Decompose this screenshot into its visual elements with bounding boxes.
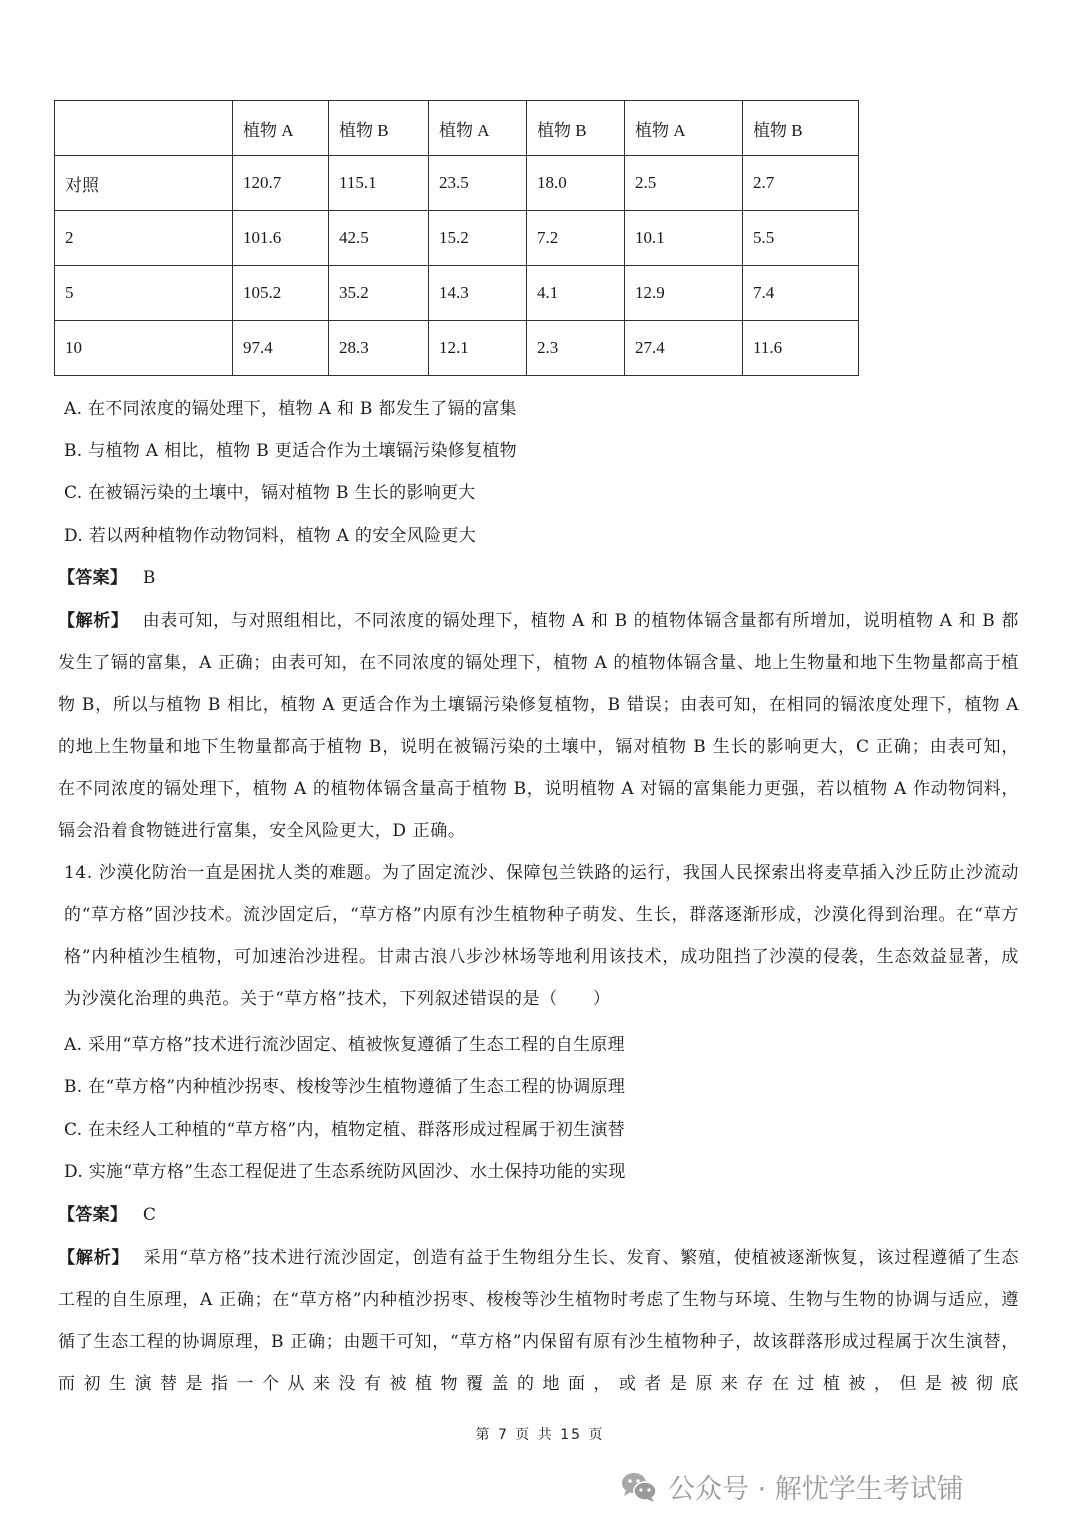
answer-value: C — [142, 1205, 157, 1225]
analysis-text: 由表可知，与对照组相比，不同浓度的镉处理下，植物 A 和 B 的植物体镉含量都有所增加，说明植物 A 和 B 都发生了镉的富集，A 正确；由表可知，在不同浓度的镉处理下，植物 A 的植物体镉含量、地上生物量和地下生物量都高于植物 B，所以与植物 B 相比，植物 A 更适合作为土壤镉污染修复植物，B 错误；由表可知，在相同的镉浓度处理下，植物 A 的地上生物量和地下生物量都高于植物 B，说明在被镉污染的土壤中，镉对植物 B 生长的影响更大，C 正确；由表可知，在不同浓度的镉处理下，植物 A 的植物体镉含量高于植物 B，说明植物 A 对镉的富集能力更强，若以植物 A 作动物饲料，镉会沿着食物链进行富集，安全风险更大，D 正确。 — [58, 611, 1019, 841]
q14-answer — [58, 1205, 156, 1225]
watermark-text: 公众号 · 解忧学生考试铺 — [668, 1474, 964, 1505]
table-cell: 2.5 — [625, 156, 743, 211]
q14-stem: 14. 沙漠化防治一直是困扰人类的难题。为了固定流沙、保障包兰铁路的运行，我国人民探索出将麦草插入沙丘防止沙流动的“草方格”固沙技术。流沙固定后，“草方格”内原有沙生植物种子萌发、生长，群落逐渐形成，沙漠化得到治理。在“草方格”内种植沙生植物，可加速治沙进程。甘肃古浪八步沙林场等地利用该技术，成功阻挡了沙漠的侵袭，生态效益显著，成为沙漠化治理的典范。关于“草方格”技术，下列叙述错误的是（ ） — [64, 863, 1019, 1009]
table-row — [55, 156, 859, 211]
table-cell: 115.1 — [329, 156, 429, 211]
table-header-row — [55, 101, 859, 156]
table-cell: 2.7 — [743, 156, 859, 211]
wechat-icon — [620, 1471, 658, 1503]
table-row — [55, 266, 859, 321]
q13-option-b: B. 与植物 A 相比，植物 B 更适合作为土壤镉污染修复植物 — [64, 441, 517, 461]
table-cell: 120.7 — [233, 156, 329, 211]
answer-label: 【答案】 — [58, 568, 128, 588]
table-row — [55, 321, 859, 376]
q13-answer — [58, 568, 156, 588]
table-cell: 101.6 — [233, 211, 329, 266]
table-cell: 15.2 — [429, 211, 527, 266]
table-header-cell: 植物 A — [233, 101, 329, 156]
table-cell: 23.5 — [429, 156, 527, 211]
table-cell: 7.2 — [527, 211, 625, 266]
answer-label: 【答案】 — [58, 1205, 128, 1225]
table-cell: 10 — [55, 321, 233, 376]
table-cell: 4.1 — [527, 266, 625, 321]
table-row — [55, 211, 859, 266]
table-header-cell: 植物 A — [625, 101, 743, 156]
table-cell: 27.4 — [625, 321, 743, 376]
table-header-cell: 植物 A — [429, 101, 527, 156]
q14-option-b: B. 在“草方格”内种植沙拐枣、梭梭等沙生植物遵循了生态工程的协调原理 — [64, 1077, 626, 1097]
q14-option-d: D. 实施“草方格”生态工程促进了生态系统防风固沙、水土保持功能的实现 — [64, 1162, 626, 1182]
table-cell: 14.3 — [429, 266, 527, 321]
watermark — [620, 1467, 964, 1506]
table-cell: 对照 — [55, 156, 233, 211]
analysis-label: 【解析】 — [58, 1248, 130, 1268]
analysis-text: 采用“草方格”技术进行流沙固定，创造有益于生物组分生长、发育、繁殖，使植被逐渐恢复，该过程遵循了生态工程的自生原理，A 正确；在“草方格”内种植沙拐枣、梭梭等沙生植物时考虑了生物与环境、生物与生物的协调与适应，遵循了生态工程的协调原理，B 正确；由题干可知，“草方格”内保留有原有沙生植物种子，故该群落形成过程属于次生演替，而初生演替是指一个从来没有被植物覆盖的地面，或者是原来存在过植被，但是被彻底 — [58, 1248, 1019, 1394]
q13-analysis — [58, 600, 1019, 852]
table-header-cell — [55, 101, 233, 156]
table-cell: 11.6 — [743, 321, 859, 376]
data-table — [54, 100, 859, 376]
table-header-cell: 植物 B — [329, 101, 429, 156]
q14-option-a: A. 采用“草方格”技术进行流沙固定、植被恢复遵循了生态工程的自生原理 — [64, 1035, 625, 1055]
table-cell: 18.0 — [527, 156, 625, 211]
table-cell: 7.4 — [743, 266, 859, 321]
table-cell: 5 — [55, 266, 233, 321]
table-header-cell: 植物 B — [527, 101, 625, 156]
table-cell: 12.9 — [625, 266, 743, 321]
answer-value: B — [142, 568, 156, 588]
table-cell: 105.2 — [233, 266, 329, 321]
analysis-label: 【解析】 — [58, 611, 129, 631]
q13-option-a: A. 在不同浓度的镉处理下，植物 A 和 B 都发生了镉的富集 — [64, 399, 517, 419]
table-header-cell: 植物 B — [743, 101, 859, 156]
table-cell: 28.3 — [329, 321, 429, 376]
page-number: 第 7 页 共 15 页 — [475, 1427, 605, 1443]
table-cell: 2 — [55, 211, 233, 266]
table-cell: 12.1 — [429, 321, 527, 376]
table-cell: 42.5 — [329, 211, 429, 266]
table-cell: 5.5 — [743, 211, 859, 266]
table-cell: 2.3 — [527, 321, 625, 376]
table-cell: 35.2 — [329, 266, 429, 321]
table-cell: 97.4 — [233, 321, 329, 376]
q13-option-d: D. 若以两种植物作动物饲料，植物 A 的安全风险更大 — [64, 526, 477, 546]
q14-option-c: C. 在未经人工种植的“草方格”内，植物定植、群落形成过程属于初生演替 — [64, 1120, 626, 1140]
q14-analysis — [58, 1237, 1019, 1405]
q13-option-c: C. 在被镉污染的土壤中，镉对植物 B 生长的影响更大 — [64, 483, 476, 503]
table-cell: 10.1 — [625, 211, 743, 266]
